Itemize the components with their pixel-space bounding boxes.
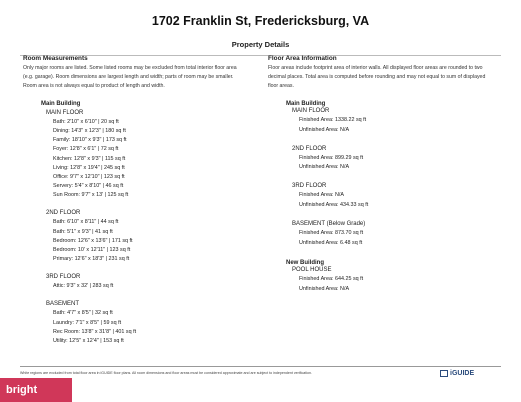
iguide-mark-icon	[440, 370, 448, 377]
building-heading: Main Building	[41, 101, 81, 107]
floor-area-column	[268, 55, 508, 304]
floor-area-block	[268, 145, 508, 174]
room-item: Family: 18'10" x 9'3" | 173 sq ft	[53, 137, 127, 144]
room-item: Utility: 12'5" x 12'4" | 153 sq ft	[53, 337, 124, 344]
unfinished-area: Unfinished Area: N/A	[299, 126, 350, 133]
finished-area: Finished Area: 899.29 sq ft	[299, 154, 364, 161]
room-item: Primary: 12'6" x 18'3" | 231 sq ft	[53, 256, 130, 263]
floor-name: 2ND FLOOR	[292, 145, 327, 152]
unfinished-area: Unfinished Area: 434.33 sq ft	[299, 201, 369, 208]
floor-area-block	[268, 182, 508, 211]
desc-line: Floor areas include footprint area of interior walls. All displayed floor areas are rounded to two	[268, 65, 483, 71]
desc-line: (e.g. garage). Room dimensions are largest length and width; parts of room may be smaller.	[23, 74, 234, 80]
room-measurements-desc	[23, 64, 253, 91]
room-item: Sun Room: 9'7" x 13' | 125 sq ft	[53, 192, 129, 199]
room-item: Rec Room: 13'8" x 31'8" | 401 sq ft	[53, 328, 137, 335]
room-item: Living: 12'8" x 19'4" | 245 sq ft	[53, 164, 125, 171]
bright-watermark: bright	[0, 378, 72, 402]
room-item: Office: 9'7" x 12'10" | 123 sq ft	[53, 173, 125, 180]
floor-area-block	[268, 220, 508, 249]
room-item: Servery: 5'4" x 8'10" | 46 sq ft	[53, 183, 124, 190]
room-item: Bath: 6'10" x 8'11" | 44 sq ft	[53, 219, 119, 226]
desc-line: Only major rooms are listed. Some listed rooms may be excluded from total interior floor area	[23, 65, 237, 71]
floor-area-block	[268, 266, 508, 295]
building-heading: New Building	[286, 260, 324, 267]
unfinished-area: Unfinished Area: 6.48 sq ft	[299, 239, 363, 246]
floor-block	[23, 109, 253, 200]
finished-area: Finished Area: N/A	[299, 192, 344, 199]
room-item: Bedroom: 10' x 12'11" | 123 sq ft	[53, 246, 131, 253]
floor-area-block	[268, 107, 508, 136]
floor-name: MAIN FLOOR	[292, 108, 330, 114]
room-item: Dining: 14'3" x 12'3" | 180 sq ft	[53, 128, 126, 135]
floor-name: MAIN FLOOR	[46, 110, 84, 116]
subtitle-bar	[20, 34, 501, 56]
property-details-subtitle: Property Details	[231, 40, 290, 49]
floor-name: 2ND FLOOR	[46, 210, 81, 217]
floor-area-desc	[268, 64, 508, 91]
floor-name: POOL HOUSE	[292, 267, 332, 274]
unfinished-area: Unfinished Area: N/A	[299, 286, 350, 293]
footer-disclaimer: White regions are excluded from total floor area in iGUIDE floor plans. All room dimensions and floor areas must be considered approximate and are subject to independent verification.	[20, 371, 313, 375]
room-item: Attic: 9'3" x 32' | 283 sq ft	[53, 283, 114, 290]
finished-area: Finished Area: 644.25 sq ft	[299, 276, 364, 283]
finished-area: Finished Area: 873.70 sq ft	[299, 229, 364, 236]
floor-block	[23, 273, 253, 291]
floor-block	[23, 300, 253, 346]
floor-area-title: Floor Area Information	[268, 55, 337, 62]
unfinished-area: Unfinished Area: N/A	[299, 164, 350, 171]
room-item: Bath: 5'1" x 9'3" | 41 sq ft	[53, 228, 113, 235]
building-heading: Main Building	[286, 101, 326, 107]
room-item: Bath: 4'7" x 8'5" | 32 sq ft	[53, 310, 113, 317]
desc-line: Room area is not always equal to product of length and width.	[23, 83, 165, 89]
room-item: Bath: 2'10" x 6'10" | 20 sq ft	[53, 119, 119, 125]
desc-line: decimal places. Total area is computed before rounding and may not equal to sum of displayed	[268, 74, 486, 80]
floor-name: BASEMENT (Below Grade)	[292, 220, 366, 227]
floor-name: 3RD FLOOR	[292, 183, 327, 190]
brand-name: iGUIDE	[450, 370, 475, 377]
floor-name: BASEMENT	[46, 301, 80, 308]
property-address-title: 1702 Franklin St, Fredericksburg, VA	[151, 14, 370, 28]
footer-divider	[20, 366, 501, 367]
desc-line: floor areas.	[268, 83, 294, 89]
iguide-logo	[440, 370, 474, 377]
room-item: Kitchen: 12'8" x 9'3" | 115 sq ft	[53, 155, 126, 162]
room-item: Laundry: 7'1" x 8'5" | 59 sq ft	[53, 319, 122, 326]
room-item: Bedroom: 12'6" x 13'6" | 171 sq ft	[53, 237, 133, 244]
finished-area: Finished Area: 1338.22 sq ft	[299, 117, 367, 123]
floor-name: 3RD FLOOR	[46, 274, 81, 281]
room-item: Foyer: 12'8" x 6'1" | 72 sq ft	[53, 146, 119, 153]
room-measurements-column	[23, 55, 253, 355]
floor-block	[23, 209, 253, 264]
room-measurements-title: Room Measurements	[23, 55, 88, 62]
